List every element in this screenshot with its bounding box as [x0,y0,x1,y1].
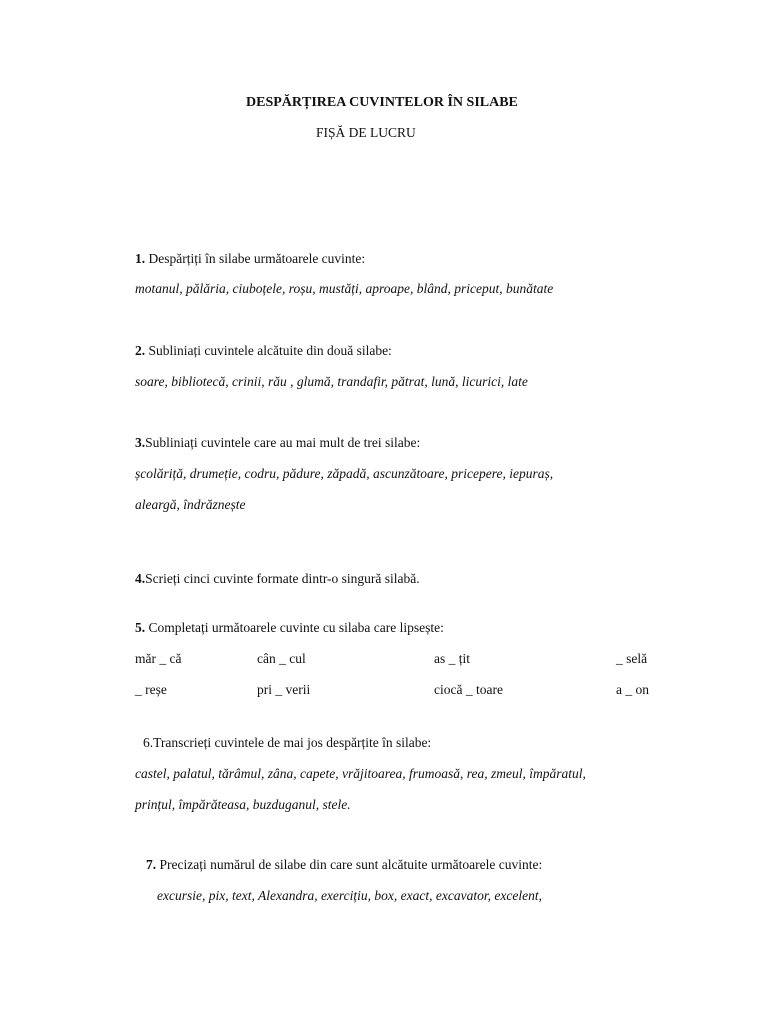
exercise-5-cell: a _ on [616,682,649,697]
exercise-5-cell: _ reșe [135,682,167,697]
exercise-7-number: 7. [146,857,157,872]
exercise-2-words: soare, bibliotecă, crinii, rău , glumă, trandafir, pătrat, lună, licurici, late [135,374,528,389]
exercise-2-text: Subliniați cuvintele alcătuite din două silabe: [145,343,392,358]
exercise-1-number: 1. [135,251,146,266]
exercise-1-instruction [135,251,365,267]
exercise-3-instruction [135,435,420,451]
exercise-3-words-line2: aleargă, îndrăznește [135,497,246,512]
exercise-4-text: Scrieți cinci cuvinte formate dintr-o singură silabă. [145,571,420,586]
exercise-2-instruction [135,343,392,359]
exercise-1-words: motanul, pălăria, ciuboțele, roșu, mustăți, aproape, blând, priceput, bunătate [135,281,554,296]
exercise-3-number: 3. [135,435,146,450]
exercise-7-instruction [146,857,542,873]
exercise-6-words-line1: castel, palatul, tărâmul, zâna, capete, vrăjitoarea, frumoasă, rea, zmeul, împăratul, [135,766,586,781]
exercise-4-instruction [135,571,420,587]
exercise-4-number: 4. [135,571,146,586]
exercise-5-cell: as _ țit [434,651,470,666]
page-subtitle: FIȘĂ DE LUCRU [316,125,416,140]
exercise-6-words-line2: prințul, împărăteasa, buzduganul, stele. [135,797,351,812]
exercise-5-cell: _ selă [616,651,648,666]
exercise-1-text: Despărțiți în silabe următoarele cuvinte: [145,251,366,266]
exercise-3-words-line1: școlăriță, drumeție, codru, pădure, zăpadă, ascunzătoare, pricepere, iepuraș, [135,466,554,481]
exercise-2-number: 2. [135,343,146,358]
exercise-7-text: Precizați numărul de silabe din care sunt alcătuite următoarele cuvinte: [156,857,543,872]
exercise-7-words: excursie, pix, text, Alexandra, exercițiu, box, exact, excavator, excelent, [157,888,542,903]
exercise-5-cell: cân _ cul [257,651,306,666]
page-title: DESPĂRȚIREA CUVINTELOR ÎN SILABE [246,95,518,110]
exercise-5-number: 5. [135,620,146,635]
exercise-6-instruction: 6.Transcrieți cuvintele de mai jos despărțite în silabe: [143,735,432,750]
exercise-5-instruction [135,620,444,636]
exercise-5-cell: măr _ că [135,651,182,666]
exercise-5-text: Completați următoarele cuvinte cu silaba care lipsește: [145,620,444,635]
exercise-5-cell: ciocă _ toare [434,682,503,697]
exercise-3-text: Subliniați cuvintele care au mai mult de trei silabe: [145,435,421,450]
exercise-5-cell: pri _ verii [257,682,311,697]
